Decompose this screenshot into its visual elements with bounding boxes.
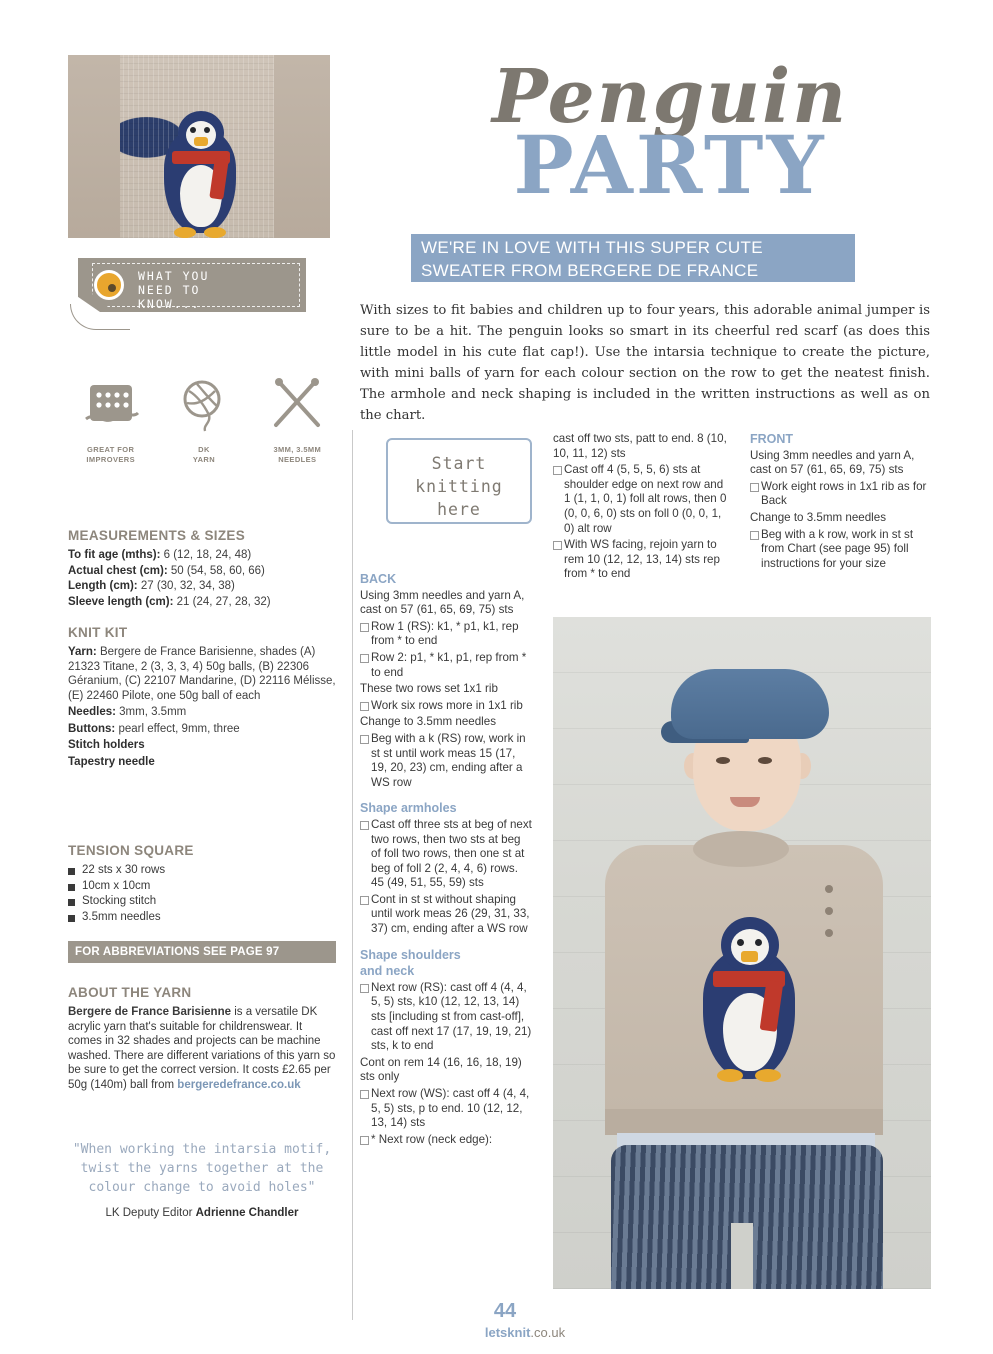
column2-line: cast off two sts, patt to end. 8 (10, 10, 11, 12) sts <box>553 432 727 460</box>
knit-kit-heading: KNIT KIT <box>68 625 128 640</box>
info-icon-needles <box>255 375 340 465</box>
yarn-value: Bergere de France Barisienne, shades (A) 21323 Titane, 2 (3, 3, 3, 4) 50g balls, (B) 22306 Géranium, (C) 22107 Mandarine, (D) 22116 Mélisse, (E) 22460 Pilote, one 50g ball of each <box>68 646 336 702</box>
icon-caption-line1: 3MM, 3.5MM <box>273 445 322 454</box>
shoulders-line: Next row (WS): cast off 4 (4, 4, 5, 5) sts, p to end. 10 (12, 12, 13, 14) sts <box>360 1087 532 1131</box>
hero-swatch-photo <box>68 55 330 238</box>
yarn-label: Yarn: <box>68 646 97 658</box>
meas-label-1: Actual chest (cm): <box>68 564 168 577</box>
icon-caption-line1: GREAT FOR <box>87 445 135 454</box>
knit-kit-block <box>68 625 336 771</box>
icon-caption-line2: IMPROVERS <box>86 455 135 464</box>
shoulders-line: * Next row (neck edge): <box>360 1133 532 1148</box>
back-line: Row 1 (RS): k1, * p1, k1, rep from * to end <box>360 620 532 649</box>
back-line: Change to 3.5mm needles <box>360 715 496 729</box>
shape-shoulders-heading-line2: and neck <box>360 964 415 979</box>
icon-caption-line1: DK <box>198 445 210 454</box>
knit-kit-extra-2: Tapestry needle <box>68 755 155 768</box>
penguin-motif-icon <box>156 107 244 237</box>
info-icon-yarn <box>161 375 246 465</box>
armholes-line: Cont in st st without shaping until work meas 26 (29, 31, 33, 37) cm, ending after a WS row <box>360 893 532 937</box>
back-line: These two rows set 1x1 rib <box>360 682 498 696</box>
buttons-value: pearl effect, 9mm, three <box>118 722 240 735</box>
back-line: Row 2: p1, * k1, p1, rep from * to end <box>360 651 532 680</box>
meas-value-1: 50 (54, 58, 60, 66) <box>170 564 265 577</box>
yarn-ball-icon <box>161 375 246 439</box>
tension-item: Stocking stitch <box>68 894 336 910</box>
front-heading: FRONT <box>750 432 794 446</box>
meas-label-0: To fit age (mths): <box>68 549 161 561</box>
needles-value: 3mm, 3.5mm <box>119 706 187 718</box>
front-line: Using 3mm needles and yarn A, cast on 57 (61, 65, 69, 75) sts <box>750 448 915 477</box>
yarn-website-link[interactable]: bergeredefrance.co.uk <box>177 1078 301 1091</box>
back-line: Using 3mm needles and yarn A, cast on 57 (61, 65, 69, 75) sts <box>360 588 525 617</box>
measurements-block <box>68 528 336 610</box>
tension-square-block <box>68 843 336 925</box>
front-line: Work eight rows in 1x1 rib as for Back <box>750 480 930 509</box>
title-block-word: PARTY <box>513 118 827 212</box>
back-heading: BACK <box>360 572 397 586</box>
standfirst-banner: WE'RE IN LOVE WITH THIS SUPER CUTE SWEATER FROM BERGERE DE FRANCE <box>411 234 855 282</box>
site-name-rest: .co.uk <box>530 1325 566 1340</box>
column2-line: Cast off 4 (5, 5, 5, 6) sts at shoulder edge on next row and 1 (1, 1, 0, 1) foll alt rows, then 0 (0, 0, 6, 0) sts on foll 0 (0, 0, 1, 0) alt row <box>553 463 729 536</box>
shoulders-line: Cont on rem 14 (16, 16, 18, 19) sts only <box>360 1055 522 1084</box>
icon-caption-line2: YARN <box>192 455 216 464</box>
meas-label-2: Length (cm): <box>68 580 138 592</box>
need-banner-line-1: WHAT YOU <box>138 269 210 283</box>
abbreviations-bar: FOR ABBREVIATIONS SEE PAGE 97 <box>68 941 336 963</box>
intro-paragraph: With sizes to fit babies and children up to four years, this adorable animal jumper is sure to be a hit. The penguin looks so smart in its cheerful red scarf (as does this little model in his cute flat cap!). Use the intarsia technique to create the picture, with mini balls of yarn for each colour section on the row to get the neatest finish. The armhole and neck shaping is included in the written instructions as well as on the chart. <box>360 303 930 423</box>
meas-label-3: Sleeve length (cm): <box>68 595 174 608</box>
column-divider <box>352 430 353 1320</box>
badge-line-3: here <box>437 500 481 519</box>
about-the-yarn-block <box>68 985 336 1092</box>
about-yarn-text: is a versatile DK acrylic yarn that's suitable for childrenswear. It comes in 32 shades and projects can be machine washed. There are different variations of this yarn so be sure to get the correct version. It costs £2.65 per 50g (140m) ball from <box>68 1006 336 1091</box>
quote-attrib-name: Adrienne Chandler <box>195 1207 299 1219</box>
pull-quote <box>68 1140 336 1223</box>
shoulder-buttons <box>825 885 833 937</box>
column2-line: With WS facing, rejoin yarn to rem 10 (12, 12, 13, 14) sts rep from * to end <box>553 538 729 582</box>
website-footer <box>460 1325 590 1340</box>
badge-line-2: knitting <box>415 477 503 496</box>
main-model-photo <box>553 617 931 1289</box>
meas-value-3: 21 (24, 27, 28, 32) <box>176 595 271 608</box>
needles-label: Needles: <box>68 706 116 718</box>
knitting-needles-icon <box>255 375 340 439</box>
info-icon-improvers <box>68 375 153 465</box>
flat-cap <box>671 669 829 739</box>
tension-item: 22 sts x 30 rows <box>68 863 336 879</box>
about-yarn-heading: ABOUT THE YARN <box>68 985 192 1000</box>
shoulders-line: Next row (RS): cast off 4 (4, 4, 5, 5) sts, k10 (12, 12, 13, 14) sts [including st from cast-off], cast off next 17 (17, 19, 19, 21) sts, k to end <box>360 981 532 1054</box>
icon-caption-line2: NEEDLES <box>278 455 317 464</box>
front-line: Change to 3.5mm needles <box>750 510 886 524</box>
what-you-need-to-know-banner <box>68 258 308 320</box>
tension-heading: TENSION SQUARE <box>68 843 194 858</box>
start-knitting-badge <box>378 432 540 534</box>
pull-quote-text: "When working the intarsia motif, twist the yarns together at the colour change to avoid holes" <box>72 1142 332 1195</box>
improvers-icon <box>68 375 153 439</box>
back-line: Beg with a k (RS) row, work in st st until work meas 15 (17, 19, 20, 23) cm, ending after a WS row <box>360 732 532 790</box>
site-name-bold: letsknit <box>484 1325 531 1340</box>
yarn-brand: Bergere de France Barisienne <box>68 1006 231 1018</box>
instructions-column-3 <box>750 432 930 573</box>
page-number: 44 <box>493 1300 517 1322</box>
page-title <box>410 54 930 212</box>
need-banner-line-3: KNOW... <box>138 297 201 311</box>
need-banner-line-2: NEED TO <box>138 283 201 297</box>
shape-armholes-heading: Shape armholes <box>360 801 457 816</box>
badge-line-1: Start <box>431 454 487 473</box>
tension-item: 3.5mm needles <box>68 910 336 926</box>
meas-value-0: 6 (12, 18, 24, 48) <box>163 549 252 561</box>
title-script-word: Penguin <box>492 54 848 140</box>
instructions-column-2 <box>553 432 729 584</box>
tension-item: 10cm x 10cm <box>68 879 336 895</box>
armholes-line: Cast off three sts at beg of next two rows, then two sts at beg of foll two rows, then one st at beg of foll 2 (2, 4, 4, 6) rows. 45 (49, 51, 55, 59) sts <box>360 818 532 891</box>
shape-shoulders-heading-line1: Shape shoulders <box>360 947 461 962</box>
quote-attrib-prefix: LK Deputy Editor <box>105 1207 196 1219</box>
knit-kit-extra-1: Stitch holders <box>68 739 145 751</box>
penguin-motif-on-jumper <box>693 917 805 1085</box>
buttons-label: Buttons: <box>68 722 116 735</box>
button-icon <box>94 270 124 300</box>
meas-value-2: 27 (30, 32, 34, 38) <box>140 580 235 592</box>
info-icons-row <box>68 375 340 465</box>
measurements-heading: MEASUREMENTS & SIZES <box>68 528 246 543</box>
instructions-column-1 <box>360 572 532 1149</box>
back-line: Work six rows more in 1x1 rib <box>360 699 532 714</box>
front-line: Beg with a k row, work in st st from Chart (see page 95) foll instructions for your size <box>750 528 930 572</box>
